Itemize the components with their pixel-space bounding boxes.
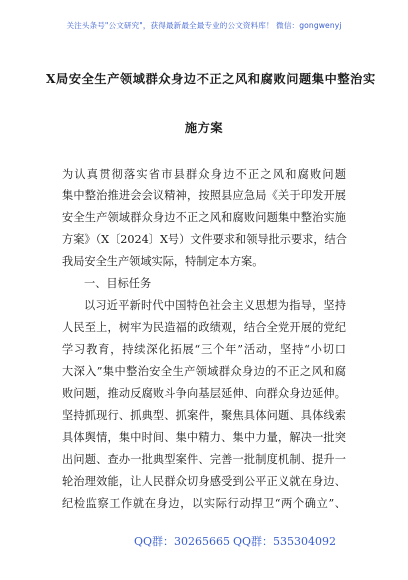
body-line: 方案》（X〔2024〕X号）文件要求和领导批示要求，结合	[62, 233, 347, 246]
body-line: 纪检监察工作就在身边，以实际行动捍卫“两个确立”、	[62, 497, 346, 510]
body-line: 以习近平新时代中国特色社会主义思想为指导，坚持	[84, 299, 346, 312]
document-title-continued: 施方案	[184, 121, 224, 135]
body-line: 学习教育，持续深化拓展“三个年”活动，坚持“小切口	[62, 343, 346, 356]
body-line: 大深入”集中整治安全生产领域群众身边的不正之风和腐	[62, 365, 346, 378]
header-banner: 关注头条号"公文研究"，获得最新最全最专业的公文资料库！ 微信：gongwenyj	[66, 21, 342, 30]
footer-qq-group-2: QQ群：535304092	[233, 535, 337, 548]
body-line: 为认真贯彻落实省市县群众身边不正之风和腐败问题	[62, 168, 346, 181]
section-heading: 一、目标任务	[84, 277, 152, 290]
body-line: 具体舆情，集中时间、集中精力、集中力量，解决一批突	[62, 431, 346, 444]
body-line: 人民至上，树牢为民造福的政绩观，结合全党开展的党纪	[62, 321, 346, 334]
body-line: 集中整治推进会会议精神，按照县应急局《关于印发开展	[62, 189, 346, 202]
body-line: 轮治理效能，让人民群众切身感受到公平正义就在身边、	[62, 475, 346, 488]
body-line: 安全生产领域群众身边不正之风和腐败问题集中整治实施	[62, 211, 346, 224]
body-line: 坚持抓现行、抓典型、抓案件，聚焦具体问题、具体线索	[62, 409, 346, 422]
body-line: 败问题，推动反腐败斗争向基层延伸、向群众身边延伸。	[62, 387, 346, 400]
footer-qq-group-1: QQ群：30265665	[134, 535, 231, 548]
document-title: X局安全生产领域群众身边不正之风和腐败问题集中整治实	[46, 72, 376, 86]
body-line: 我局安全生产领域实际，特制定本方案。	[62, 255, 264, 268]
body-line: 出问题、查办一批典型案件、完善一批制度机制、提升一	[62, 453, 346, 466]
